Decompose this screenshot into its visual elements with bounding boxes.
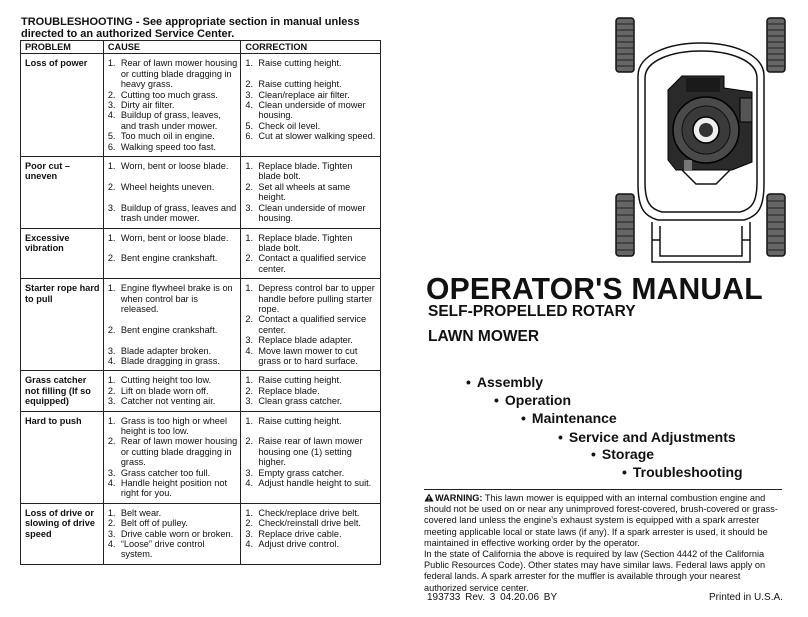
table-row	[21, 54, 381, 157]
problem-cell: Hard to push	[21, 411, 104, 503]
list-item	[245, 436, 377, 467]
item-text: Adjust drive control.	[258, 539, 340, 550]
item-number: 3.	[245, 396, 254, 407]
cause-cell	[103, 54, 241, 157]
list-item	[245, 416, 377, 426]
list-item	[245, 203, 377, 224]
item-number: 1.	[245, 507, 254, 518]
list-item	[245, 121, 377, 131]
list-item	[108, 142, 238, 152]
correction-list	[245, 416, 377, 489]
item-text: Handle height position not right for you.	[120, 478, 228, 499]
item-number: 2.	[107, 324, 116, 335]
list-item	[245, 396, 377, 406]
problem-cell: Poor cut – uneven	[21, 157, 104, 228]
cause-cell	[103, 228, 241, 279]
item-text: Rear of lawn mower housing or cutting blade dragging in grass.	[120, 436, 238, 468]
list-item	[245, 161, 377, 182]
list-item	[108, 253, 238, 263]
list-item	[108, 375, 238, 385]
table-row	[21, 157, 381, 228]
table-row	[21, 371, 381, 411]
problem-cell: Loss of drive or slowing of drive speed	[21, 503, 104, 564]
manual-subtitle: SELF-PROPELLED ROTARY	[428, 303, 636, 320]
item-number: 3.	[107, 202, 116, 213]
front-left-wheel	[616, 18, 634, 72]
list-item	[245, 253, 377, 274]
item-text: Walking speed too fast.	[120, 141, 216, 152]
topic-assembly: • Assembly	[466, 374, 544, 390]
item-number: 1.	[245, 375, 254, 386]
item-number: 2.	[107, 436, 116, 447]
item-number: 2.	[107, 89, 116, 100]
list-item	[108, 416, 238, 437]
rear-left-wheel	[616, 194, 634, 256]
item-number: 1.	[107, 415, 116, 426]
manual-title: OPERATOR'S MANUAL	[426, 271, 763, 306]
item-text: Clean underside of mower housing.	[258, 202, 366, 224]
item-text: Catcher not venting air.	[120, 396, 216, 407]
list-item	[245, 468, 377, 478]
item-number: 1.	[107, 58, 116, 69]
list-item	[245, 508, 377, 518]
item-number: 6.	[107, 141, 116, 152]
item-number: 1.	[245, 415, 254, 426]
list-item	[245, 182, 377, 203]
topic-storage: • Storage	[591, 446, 655, 462]
item-text: Clean underside of mower housing.	[258, 100, 366, 121]
problem-cell: Starter rope hard to pull	[21, 279, 104, 371]
item-number: 3.	[245, 467, 254, 478]
item-text: Contact a qualified service center.	[258, 253, 367, 274]
cause-cell	[103, 411, 241, 503]
item-number: 1.	[107, 232, 116, 243]
list-item	[245, 478, 377, 488]
item-number: 1.	[245, 161, 254, 172]
list-item	[108, 182, 238, 192]
item-text: Worn, bent or loose blade.	[120, 232, 229, 243]
item-text: “Loose” drive control system.	[120, 539, 205, 560]
item-number: 3.	[245, 202, 254, 213]
list-item	[108, 233, 238, 243]
item-number: 4.	[245, 539, 254, 550]
cause-list	[108, 416, 238, 499]
item-text: Clean/replace air filter.	[258, 89, 350, 100]
item-number: 5.	[107, 131, 116, 142]
problem-cell: Excessive vibration	[21, 228, 104, 279]
item-text: Wheel heights uneven.	[120, 181, 215, 192]
list-item	[245, 539, 377, 549]
item-text: Replace blade. Tighten blade bolt.	[258, 161, 353, 182]
item-number: 3.	[107, 100, 116, 111]
topic-maintenance: • Maintenance	[521, 410, 617, 426]
item-text: Rear of lawn mower housing or cutting blade dragging in heavy grass.	[120, 58, 238, 90]
item-number: 1.	[107, 283, 116, 294]
table-row	[21, 411, 381, 503]
item-text: Cut at slower walking speed.	[258, 131, 376, 142]
list-item	[108, 58, 238, 89]
cause-cell	[103, 371, 241, 411]
problem-cell: Grass catcher not filling (If so equipped)	[21, 371, 104, 411]
list-item	[245, 131, 377, 141]
list-item	[245, 529, 377, 539]
list-item	[108, 539, 238, 560]
item-number: 3.	[107, 396, 116, 407]
item-number: 1.	[107, 375, 116, 386]
cause-list	[108, 283, 238, 366]
list-item	[108, 436, 238, 467]
spark-arrester-warning	[424, 489, 782, 594]
list-item	[108, 203, 238, 224]
item-number: 2.	[245, 181, 254, 192]
correction-cell	[241, 228, 381, 279]
item-text: Check oil level.	[258, 120, 321, 131]
correction-cell	[241, 371, 381, 411]
warning-paragraph	[424, 493, 782, 549]
correction-list	[245, 233, 377, 275]
item-number: 4.	[245, 100, 254, 111]
item-number: 2.	[245, 385, 254, 396]
item-text: Contact a qualified service center.	[258, 314, 367, 335]
troubleshooting-header: TROUBLESHOOTING - See appropriate section in manual unless directed to an authorized Service Center.	[21, 16, 360, 40]
item-text: Belt off of pulley.	[120, 518, 188, 529]
item-number: 2.	[107, 518, 116, 529]
cause-list	[108, 375, 238, 406]
item-text: Replace blade.	[258, 385, 320, 396]
list-item	[108, 396, 238, 406]
cause-list	[108, 161, 238, 223]
table-row	[21, 228, 381, 279]
list-item	[245, 283, 377, 314]
list-item	[108, 478, 238, 499]
list-item	[108, 283, 238, 314]
cause-cell	[103, 157, 241, 228]
item-number: 1.	[245, 232, 254, 243]
warning-triangle-icon	[424, 493, 434, 502]
item-number: 3.	[107, 528, 116, 539]
topic-operation: • Operation	[494, 392, 572, 408]
list-item	[108, 110, 238, 131]
item-text: Bent engine crankshaft.	[120, 253, 218, 264]
correction-list	[245, 58, 377, 141]
item-number: 4.	[107, 478, 116, 489]
item-text: Check/replace drive belt.	[258, 507, 360, 518]
correction-cell	[241, 279, 381, 371]
item-number: 3.	[245, 89, 254, 100]
cause-list	[108, 233, 238, 264]
item-text: Raise cutting height.	[258, 58, 342, 69]
list-item	[245, 58, 377, 68]
item-number: 1.	[245, 58, 254, 69]
list-item	[245, 79, 377, 89]
list-item	[108, 356, 238, 366]
cause-list	[108, 58, 238, 152]
item-number: 1.	[107, 507, 116, 518]
list-item	[245, 375, 377, 385]
item-text: Adjust handle height to suit.	[258, 478, 372, 489]
front-right-wheel	[767, 18, 785, 72]
troubleshooting-table	[20, 40, 381, 565]
lawn-mower-illustration	[612, 12, 792, 270]
cause-cell	[103, 503, 241, 564]
item-number: 6.	[245, 131, 254, 142]
correction-list	[245, 161, 377, 223]
item-number: 2.	[107, 181, 116, 192]
cause-cell	[103, 279, 241, 371]
document-number: 193733 Rev. 3 04.20.06 BY	[427, 592, 558, 603]
column-header-correction: CORRECTION	[241, 41, 381, 54]
topic-service-and-adjustments: • Service and Adjustments	[558, 429, 736, 445]
item-number: 4.	[245, 478, 254, 489]
item-number: 4.	[107, 355, 116, 366]
item-number: 2.	[107, 253, 116, 264]
item-text: Lift on blade worn off.	[120, 385, 209, 396]
correction-list	[245, 508, 377, 550]
item-number: 2.	[245, 518, 254, 529]
item-text: Depress control bar to upper handle before pulling starter rope.	[258, 283, 375, 314]
item-text: Raise cutting height.	[258, 415, 342, 426]
list-item	[108, 386, 238, 396]
list-item	[245, 90, 377, 100]
item-text: Blade adapter broken.	[120, 345, 212, 356]
warning-label: WARNING:	[435, 493, 483, 503]
list-item	[108, 325, 238, 335]
list-item	[108, 529, 238, 539]
item-number: 2.	[107, 385, 116, 396]
cause-list	[108, 508, 238, 560]
column-header-cause: CAUSE	[103, 41, 241, 54]
topic-troubleshooting: • Troubleshooting	[622, 464, 743, 480]
item-text: Grass catcher too full.	[120, 467, 211, 478]
list-item	[108, 518, 238, 528]
list-item	[108, 161, 238, 171]
item-number: 4.	[245, 345, 254, 356]
item-text: Bent engine crankshaft.	[120, 324, 218, 335]
item-number: 1.	[245, 283, 254, 294]
table-row	[21, 279, 381, 371]
california-paragraph: In the state of California the above is required by law (Section 4442 of the California Public Resources Code). Other states may have similar laws. Federal laws apply on federal lands. A spark arrester for the muffler is available through your nearest authorized service center.	[424, 549, 766, 593]
list-item	[108, 346, 238, 356]
item-text: Replace drive cable.	[258, 528, 342, 539]
list-item	[245, 518, 377, 528]
item-text: Replace blade adapter.	[258, 335, 353, 346]
manual-subtitle-2: LAWN MOWER	[428, 328, 540, 345]
item-text: Grass is too high or wheel height is too low.	[120, 415, 228, 436]
item-number: 3.	[245, 528, 254, 539]
list-item	[245, 335, 377, 345]
item-number: 1.	[107, 161, 116, 172]
item-text: Engine flywheel brake is on when control bar is released.	[120, 283, 233, 314]
list-item	[108, 100, 238, 110]
item-text: Drive cable worn or broken.	[120, 528, 234, 539]
item-number: 2.	[245, 436, 254, 447]
item-text: Raise cutting height.	[258, 79, 342, 90]
item-number: 2.	[245, 253, 254, 264]
item-text: Raise cutting height.	[258, 375, 342, 386]
list-item	[245, 233, 377, 254]
item-text: Dirty air filter.	[120, 100, 175, 111]
item-text: Raise rear of lawn mower housing one (1) setting higher.	[258, 436, 363, 468]
table-header-row	[21, 41, 381, 54]
correction-cell	[241, 411, 381, 503]
item-text: Clean grass catcher.	[258, 396, 343, 407]
list-item	[245, 100, 377, 121]
column-header-problem: PROBLEM	[21, 41, 104, 54]
correction-list	[245, 375, 377, 406]
item-number: 4.	[107, 110, 116, 121]
printed-in-label: Printed in U.S.A.	[709, 592, 783, 603]
item-text: Cutting too much grass.	[120, 89, 218, 100]
item-text: Buildup of grass, leaves, and trash under mower.	[120, 110, 221, 131]
rear-right-wheel	[767, 194, 785, 256]
item-number: 2.	[245, 79, 254, 90]
item-number: 3.	[245, 335, 254, 346]
item-text: Check/reinstall drive belt.	[258, 518, 361, 529]
item-number: 2.	[245, 314, 254, 325]
item-number: 3.	[107, 467, 116, 478]
list-item	[108, 468, 238, 478]
list-item	[108, 508, 238, 518]
list-item	[108, 131, 238, 141]
correction-cell	[241, 54, 381, 157]
item-text: Belt wear.	[120, 507, 162, 518]
item-text: Too much oil in engine.	[120, 131, 215, 142]
correction-cell	[241, 503, 381, 564]
item-number: 5.	[245, 120, 254, 131]
item-text: Cutting height too low.	[120, 375, 212, 386]
item-text: Move lawn mower to cut grass or to hard surface.	[258, 345, 358, 366]
table-row	[21, 503, 381, 564]
list-item	[108, 90, 238, 100]
item-text: Buildup of grass, leaves and trash under mower.	[120, 202, 237, 224]
problem-cell: Loss of power	[21, 54, 104, 157]
item-text: Empty grass catcher.	[258, 467, 345, 478]
item-text: Replace blade. Tighten blade bolt.	[258, 232, 353, 253]
item-text: Worn, bent or loose blade.	[120, 161, 229, 172]
list-item	[245, 386, 377, 396]
correction-list	[245, 283, 377, 366]
warning-text: This lawn mower is equipped with an internal combustion engine and should not be used on or near any unimproved forest-covered, brush-covered or grass-covered land unless the engine’s exhaust system is equipped with a spark arrester meeting applicable local or state laws (if any). If a spark arrester is used, it should be maintained in effective working order by the operator.	[424, 493, 778, 548]
item-text: Set all wheels at same height.	[258, 181, 351, 203]
list-item	[245, 314, 377, 335]
correction-cell	[241, 157, 381, 228]
item-number: 4.	[107, 539, 116, 550]
table-body	[21, 54, 381, 564]
item-text: Blade dragging in grass.	[120, 355, 220, 366]
list-item	[245, 346, 377, 367]
item-number: 3.	[107, 345, 116, 356]
